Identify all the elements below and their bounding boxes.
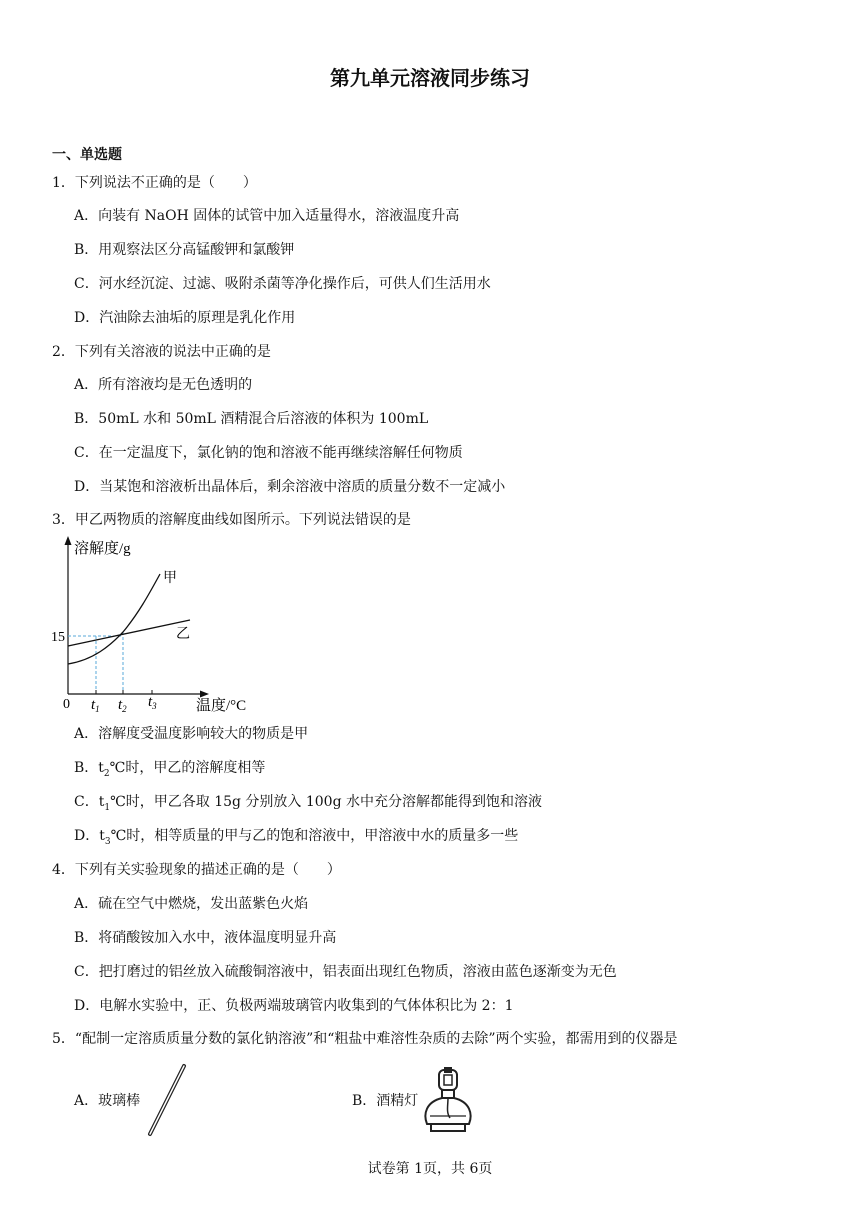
page-footer: 试卷第 1页，共 6页 — [367, 1161, 493, 1177]
glass-rod-icon — [144, 1062, 190, 1138]
y-tick-15: 15 — [51, 630, 65, 645]
x-axis-arrow — [200, 691, 209, 698]
question-2-stem: 2．下列有关溶液的说法中正确的是 — [52, 344, 271, 360]
x-tick-t2: $t_2$ — [118, 697, 127, 714]
question-3-option-b: B．$t_2℃$时，甲乙的溶解度相等 — [74, 760, 266, 779]
question-2-option-c: C．在一定温度下，氯化钠的饱和溶液不能再继续溶解任何物质 — [74, 445, 463, 461]
question-4-option-d: D．电解水实验中，正、负极两端玻璃管内收集到的气体体积比为 2：1 — [74, 998, 514, 1014]
question-4-option-c: C．把打磨过的铝丝放入硫酸铜溶液中，铝表面出现红色物质，溶液由蓝色逐渐变为无色 — [74, 964, 617, 980]
question-4-option-b: B．将硝酸铵加入水中，液体温度明显升高 — [74, 930, 337, 946]
question-1-stem: 1．下列说法不正确的是（ ） — [52, 175, 257, 191]
question-3-option-a: A．溶解度受温度影响较大的物质是甲 — [74, 726, 309, 742]
x-tick-t1: $t_1$ — [91, 697, 100, 714]
section-heading: 一、单选题 — [52, 147, 122, 163]
question-3-option-c: C．$t_1℃$时，甲乙各取 15g 分别放入 100g 水中充分溶解都能得到饱和溶液 — [74, 794, 542, 813]
series-label-jia: 甲 — [163, 571, 177, 586]
question-1-option-d: D．汽油除去油垢的原理是乳化作用 — [74, 310, 296, 326]
question-2-option-b: B．50mL 水和 50mL 酒精混合后溶液的体积为 100mL — [74, 411, 429, 427]
series-label-yi: 乙 — [176, 627, 190, 642]
question-5-stem: 5．“配制一定溶质质量分数的氯化钠溶液”和“粗盐中难溶性杂质的去除”两个实验，都需用到的仪器是 — [52, 1031, 678, 1047]
y-axis-arrow — [65, 536, 72, 545]
question-5-option-a: A．玻璃棒 — [74, 1093, 141, 1109]
question-2-option-d: D．当某饱和溶液析出晶体后，剩余溶液中溶质的质量分数不一定减小 — [74, 479, 506, 495]
question-5-option-b: B．酒精灯 — [352, 1093, 419, 1109]
x-axis-label: 温度/°C — [196, 698, 247, 714]
question-3-option-d: D．$t_3℃$时，相等质量的甲与乙的饱和溶液中，甲溶液中水的质量多一些 — [74, 828, 519, 847]
y-axis-label: 溶解度/g — [74, 541, 131, 557]
question-4-stem: 4．下列有关实验现象的描述正确的是（ ） — [52, 862, 341, 878]
x-tick-t3: $t_3$ — [148, 694, 157, 711]
question-1-option-b: B．用观察法区分高锰酸钾和氯酸钾 — [74, 242, 295, 258]
question-2-option-a: A．所有溶液均是无色透明的 — [74, 377, 253, 393]
page-title: 第九单元溶液同步练习 — [330, 66, 530, 90]
question-3-stem: 3．甲乙两物质的溶解度曲线如图所示。下列说法错误的是 — [52, 512, 411, 528]
alcohol-lamp-icon — [420, 1066, 476, 1136]
question-1-option-a: A．向装有 NaOH 固体的试管中加入适量得水，溶液温度升高 — [74, 208, 460, 224]
question-4-option-a: A．硫在空气中燃烧，发出蓝紫色火焰 — [74, 896, 309, 912]
origin-label: 0 — [63, 697, 70, 712]
curve-jia — [68, 574, 160, 664]
question-1-option-c: C．河水经沉淀、过滤、吸附杀菌等净化操作后，可供人们生活用水 — [74, 276, 491, 292]
solubility-curve-figure — [48, 534, 268, 714]
